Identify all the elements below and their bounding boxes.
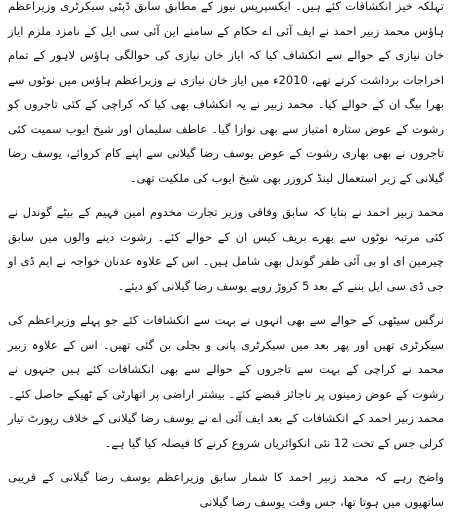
article-paragraph: نرگس سیٹھی کے حوالے سے بھی انہوں نے بہت سے انکشافات کئے جو پہلے وزیراعظم کی سیکرٹری تھیں اور پھر بعد میں سیکرٹری پانی و بجلی بن گئی تھیں۔ اس کے علاوہ زبیر محمد نے کراچی کے بہت سے تاجروں کے حوالے سے بھی انکشافات کئے ہیں جنہوں نے رشوت کے عوض زمینوں پر ناجائز قبضے کئے۔ بیشتر اراضی پر اتھارٹی کے ٹھیکے حاصل کئے۔ محمد زبیر احمد کے انکشافات کے بعد ایف آئی اے نے یوسف رضا گیلانی کے خلاف رپورٹ تیار کرلی جس کے تحت 12 نئی انکوائریاں شروع کرنے کا فیصلہ کیا گیا ہے۔ xyxy=(8,313,444,450)
article-paragraph: واضح رہے کہ محمد زبیر احمد کا شمار سابق وزیراعظم یوسف رضا گیلانی کے قریبی ساتھیوں میں ہوتا تھا، جس وقت یوسف رضا گیلانی xyxy=(8,470,444,509)
article-paragraph: محمد زبیر احمد نے بتایا کہ سابق وفاقی وزیر تجارت مخدوم امین فہیم کے بیٹے گوندل نے کئی مرتبہ نوٹوں سے بھرے بریف کیس ان کے حوالے کئے۔ رشوت دینے والوں میں سابق چیرمین ای او بی آئی ظفر گوندل بھی شامل ہیں۔ اس کے علاوہ عدنان خواجہ نے ایم ڈی او جی ڈی سی ایل بننے کے بعد 5 کروڑ روپے یوسف رضا گیلانی کو دیئے۔ xyxy=(8,205,444,293)
article-paragraph: تہلکہ خیز انکشافات کئے ہیں۔ ایکسپریس نیوز کے مطابق سابق ڈپٹی سیکرٹری وزیراعظم ہاؤس محمد زبیر احمد نے ایف آئی اے حکام کے سامنے این آئی سی ایل کے نامزد ملزم ایاز خان نیازی کے حوالے سے انکشاف کیا کہ ایاز خان نیازی کی حوالگی ہاؤس لاہور کے تمام اخراجات برداشت کرتے تھے، 2010ء میں ایاز خان نیازی نے وزیراعظم ہاؤس میں نوٹوں سے بھرا بیگ ان کے حوالے کیا۔ محمد زبیر نے یہ انکشاف بھی کیا کہ کراچی کے کئی تاجروں کو رشوت کے عوض ستارہ امتیاز سے بھی نوازا گیا۔ عاطف سلیمان اور شیخ ایوب سمیت کئی تاجروں نے بھی بھاری رشوت کے عوض یوسف رضا گیلانی سے اپنے کام کروائے، یوسف رضا گیلانی کے زیر استعمال لینڈ کروزر بھی شیخ ایوب کی ملکیت تھی۔ xyxy=(8,0,444,185)
